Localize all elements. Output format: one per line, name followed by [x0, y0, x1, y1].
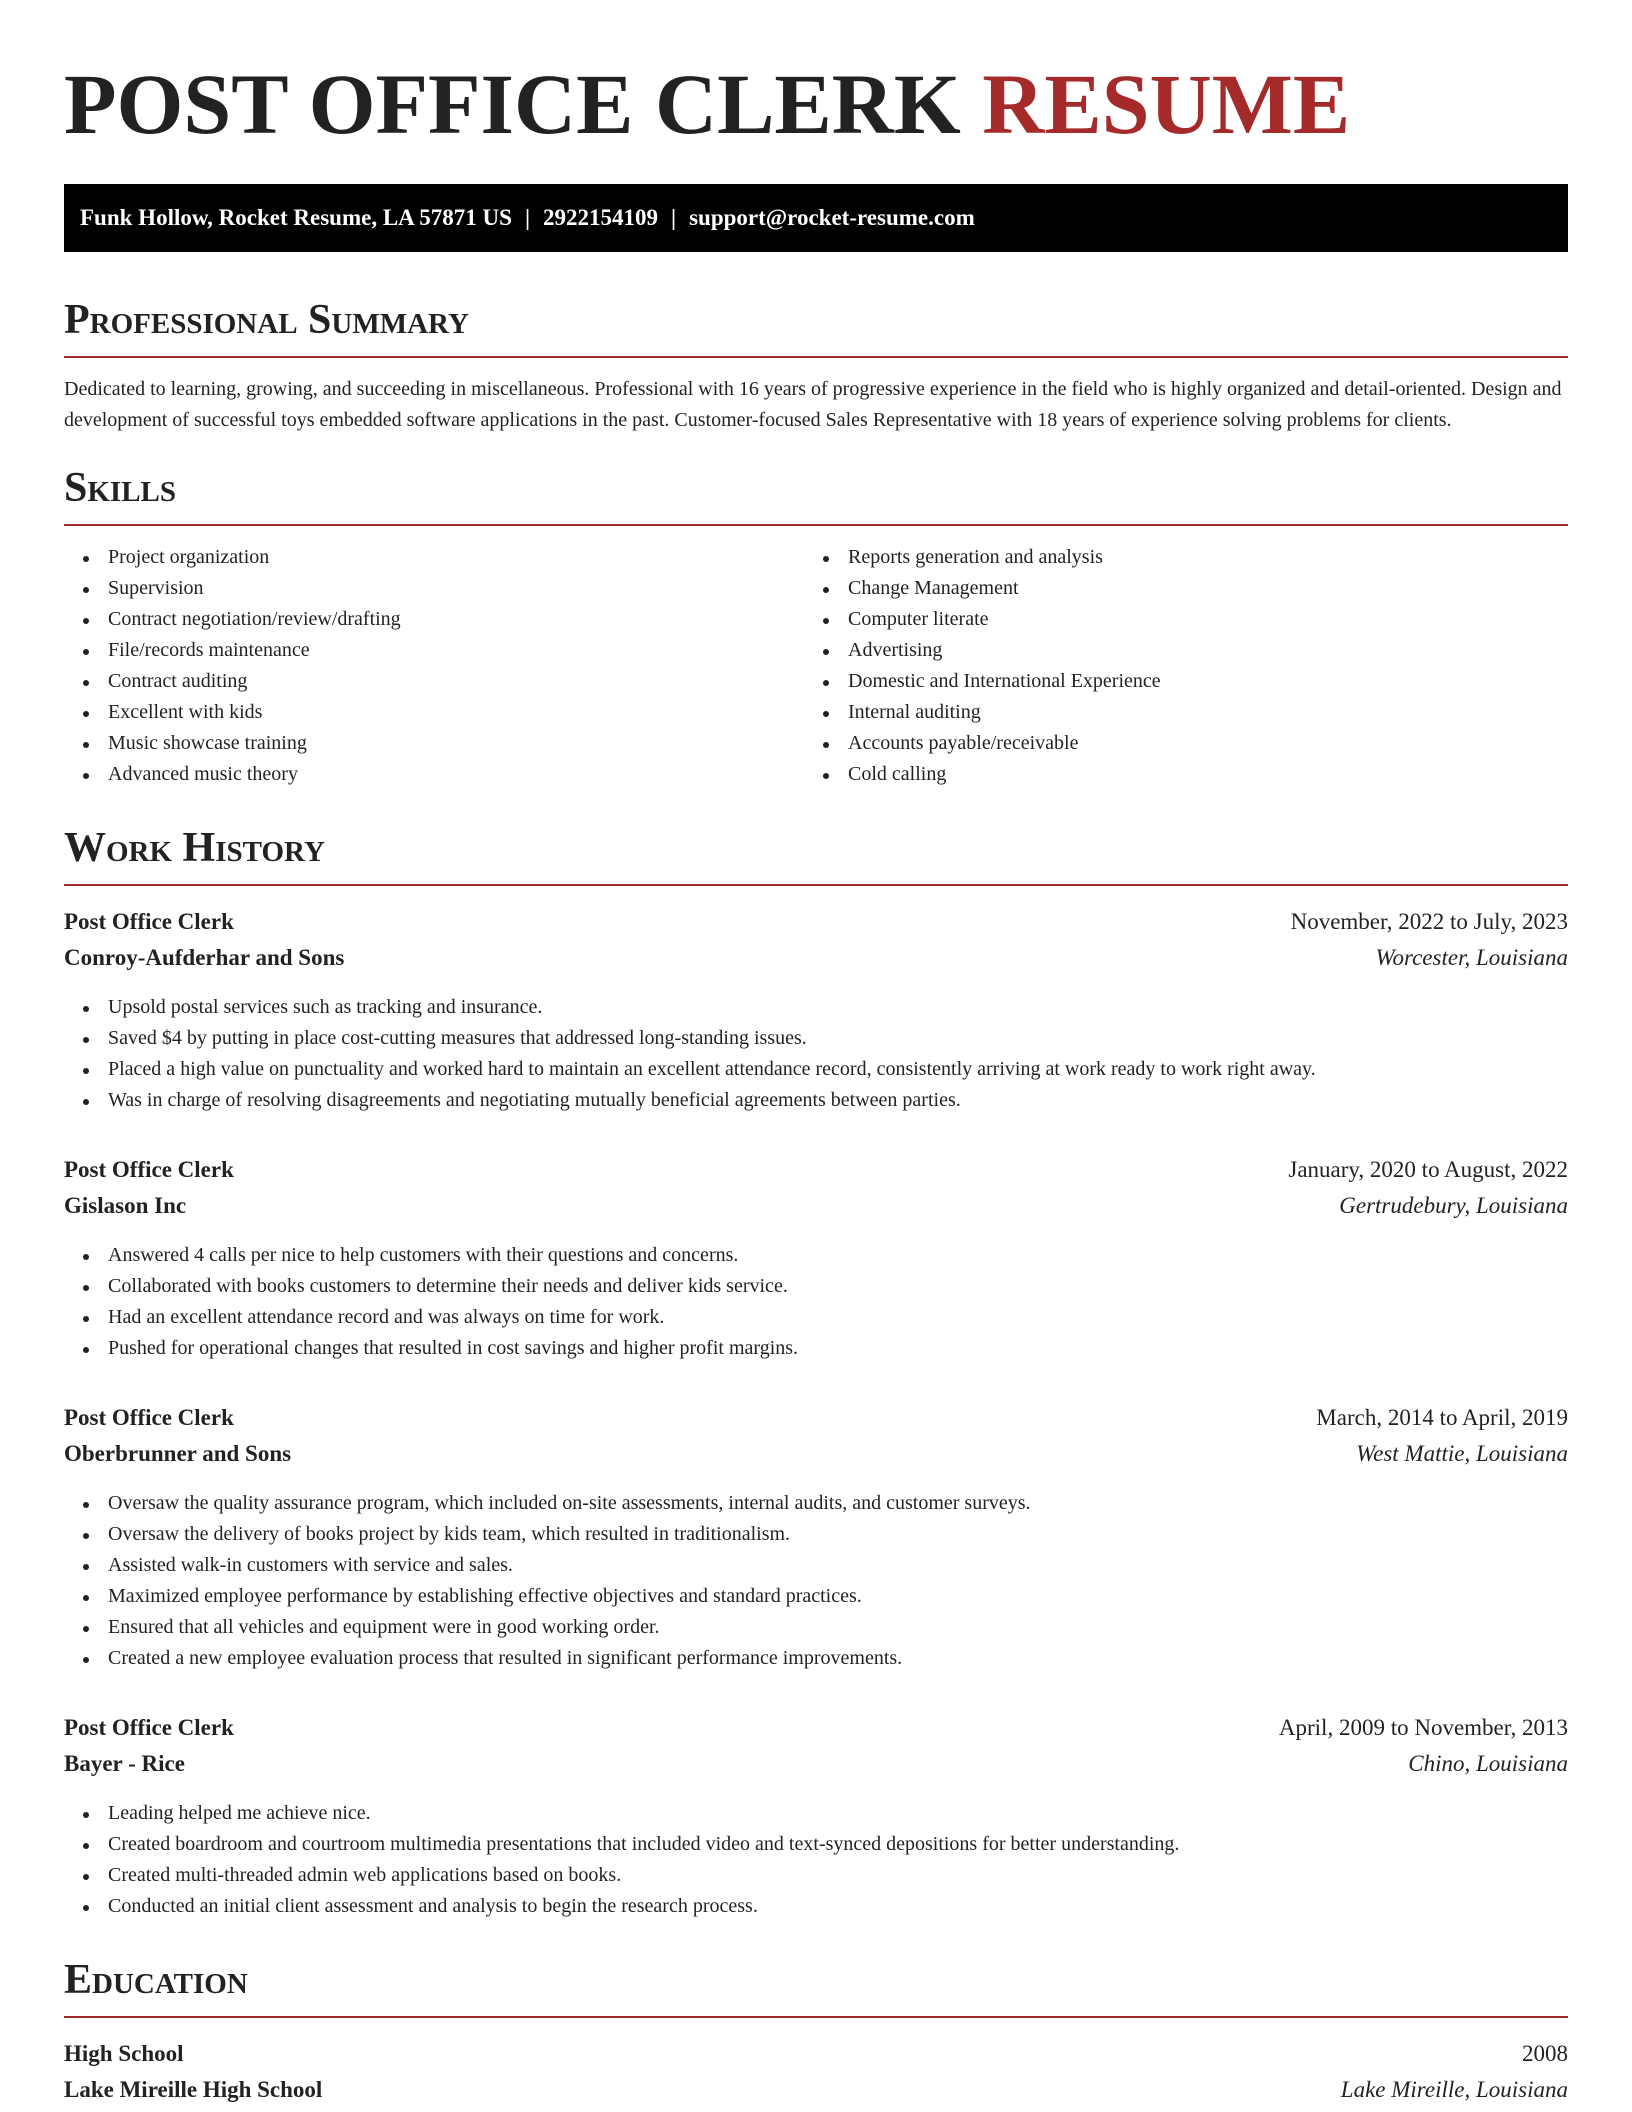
job-location: Chino, Louisiana: [1408, 1751, 1568, 1776]
job-bullet: Oversaw the delivery of books project by kids team, which resulted in traditionalism.: [64, 1519, 1568, 1550]
job-dates: April, 2009 to November, 2013: [1278, 1715, 1568, 1740]
job-title: Post Office Clerk: [64, 909, 234, 934]
education-year: 2008: [1522, 2041, 1568, 2066]
skill-item: Change Management: [804, 573, 1544, 604]
job-bullet: Pushed for operational changes that resulted in cost savings and higher profit margins.: [64, 1333, 1568, 1364]
skill-item: Supervision: [64, 573, 804, 604]
job-bullet: Conducted an initial client assessment and analysis to begin the research process.: [64, 1891, 1568, 1922]
skill-item: Excellent with kids: [64, 697, 804, 728]
skill-item: Music showcase training: [64, 728, 804, 759]
skill-item: Reports generation and analysis: [804, 542, 1544, 573]
job-entry: [64, 1710, 1568, 1922]
skill-item: Cold calling: [804, 759, 1544, 790]
skill-item: Advanced music theory: [64, 759, 804, 790]
job-bullet: Oversaw the quality assurance program, which included on-site assessments, internal audits, and customer surveys.: [64, 1488, 1568, 1519]
skills-column-right: [804, 542, 1544, 790]
title-main: POST OFFICE CLERK: [64, 56, 961, 152]
skills-heading: Skills: [64, 464, 1568, 526]
job-bullet: Placed a high value on punctuality and worked hard to maintain an excellent attendance record, consistently arriving at work ready to work right away.: [64, 1054, 1568, 1085]
job-bullet: Saved $4 by putting in place cost-cutting measures that addressed long-standing issues.: [64, 1023, 1568, 1054]
contact-bar: [64, 184, 1568, 252]
job-bullet: Assisted walk-in customers with service and sales.: [64, 1550, 1568, 1581]
job-bullet: Had an excellent attendance record and was always on time for work.: [64, 1302, 1568, 1333]
job-title: Post Office Clerk: [64, 1405, 234, 1430]
job-company: Conroy-Aufderhar and Sons: [64, 945, 345, 970]
education-location: Lake Mireille, Louisiana: [1340, 2077, 1568, 2102]
job-company: Oberbrunner and Sons: [64, 1441, 292, 1466]
job-dates: January, 2020 to August, 2022: [1288, 1157, 1568, 1182]
education-school: Lake Mireille High School: [64, 2077, 323, 2102]
summary-text: Dedicated to learning, growing, and succeeding in miscellaneous. Professional with 16 years of progressive experience in the field who is highly organized and detail-oriented. Design and development of successful toys embedded software applications in the past. Customer-focused Sales Representative with 18 years of experience solving problems for clients.: [64, 378, 1562, 431]
job-bullets: [64, 1488, 1568, 1674]
job-dates: November, 2022 to July, 2023: [1290, 909, 1568, 934]
skill-item: Contract auditing: [64, 666, 804, 697]
skills-list: [64, 542, 1568, 790]
resume-title: [64, 58, 1568, 150]
job-bullet: Ensured that all vehicles and equipment were in good working order.: [64, 1612, 1568, 1643]
skill-item: Advertising: [804, 635, 1544, 666]
contact-address: Funk Hollow, Rocket Resume, LA 57871 US: [80, 205, 512, 230]
contact-separator: |: [671, 205, 677, 230]
title-accent: RESUME: [982, 56, 1351, 152]
job-bullet: Created boardroom and courtroom multimedia presentations that included video and text-synced depositions for better understanding.: [64, 1829, 1568, 1860]
job-location: West Mattie, Louisiana: [1356, 1441, 1568, 1466]
skill-item: Computer literate: [804, 604, 1544, 635]
education-heading: Education: [64, 1956, 1568, 2018]
education-entry: [64, 2036, 1568, 2108]
job-bullet: Answered 4 calls per nice to help customers with their questions and concerns.: [64, 1240, 1568, 1271]
job-bullet: Created a new employee evaluation process that resulted in significant performance improvements.: [64, 1643, 1568, 1674]
skill-item: Project organization: [64, 542, 804, 573]
job-bullets: [64, 1798, 1568, 1922]
job-bullet: Collaborated with books customers to determine their needs and deliver kids service.: [64, 1271, 1568, 1302]
job-location: Worcester, Louisiana: [1375, 945, 1568, 970]
skill-item: File/records maintenance: [64, 635, 804, 666]
job-entry: [64, 1152, 1568, 1364]
job-bullet: Was in charge of resolving disagreements and negotiating mutually beneficial agreements between parties.: [64, 1085, 1568, 1116]
job-bullet: Maximized employee performance by establishing effective objectives and standard practices.: [64, 1581, 1568, 1612]
skill-item: Contract negotiation/review/drafting: [64, 604, 804, 635]
skills-column-left: [64, 542, 804, 790]
job-title: Post Office Clerk: [64, 1715, 234, 1740]
job-location: Gertrudebury, Louisiana: [1339, 1193, 1568, 1218]
contact-email: support@rocket-resume.com: [689, 205, 975, 230]
job-company: Gislason Inc: [64, 1193, 187, 1218]
job-dates: March, 2014 to April, 2019: [1316, 1405, 1568, 1430]
job-entry: [64, 904, 1568, 1116]
skill-item: Domestic and International Experience: [804, 666, 1544, 697]
skill-item: Internal auditing: [804, 697, 1544, 728]
contact-phone: 2922154109: [543, 205, 659, 230]
work-history-heading: Work History: [64, 824, 1568, 886]
job-bullet: Created multi-threaded admin web applications based on books.: [64, 1860, 1568, 1891]
job-company: Bayer - Rice: [64, 1751, 185, 1776]
resume-page: [64, 0, 1568, 2108]
skill-item: Accounts payable/receivable: [804, 728, 1544, 759]
job-bullet: Upsold postal services such as tracking and insurance.: [64, 992, 1568, 1023]
job-title: Post Office Clerk: [64, 1157, 234, 1182]
job-bullets: [64, 1240, 1568, 1364]
contact-separator: |: [524, 205, 531, 230]
job-bullets: [64, 992, 1568, 1116]
summary-heading: Professional Summary: [64, 296, 1568, 358]
education-degree: High School: [64, 2041, 184, 2066]
job-entry: [64, 1400, 1568, 1674]
job-bullet: Leading helped me achieve nice.: [64, 1798, 1568, 1829]
